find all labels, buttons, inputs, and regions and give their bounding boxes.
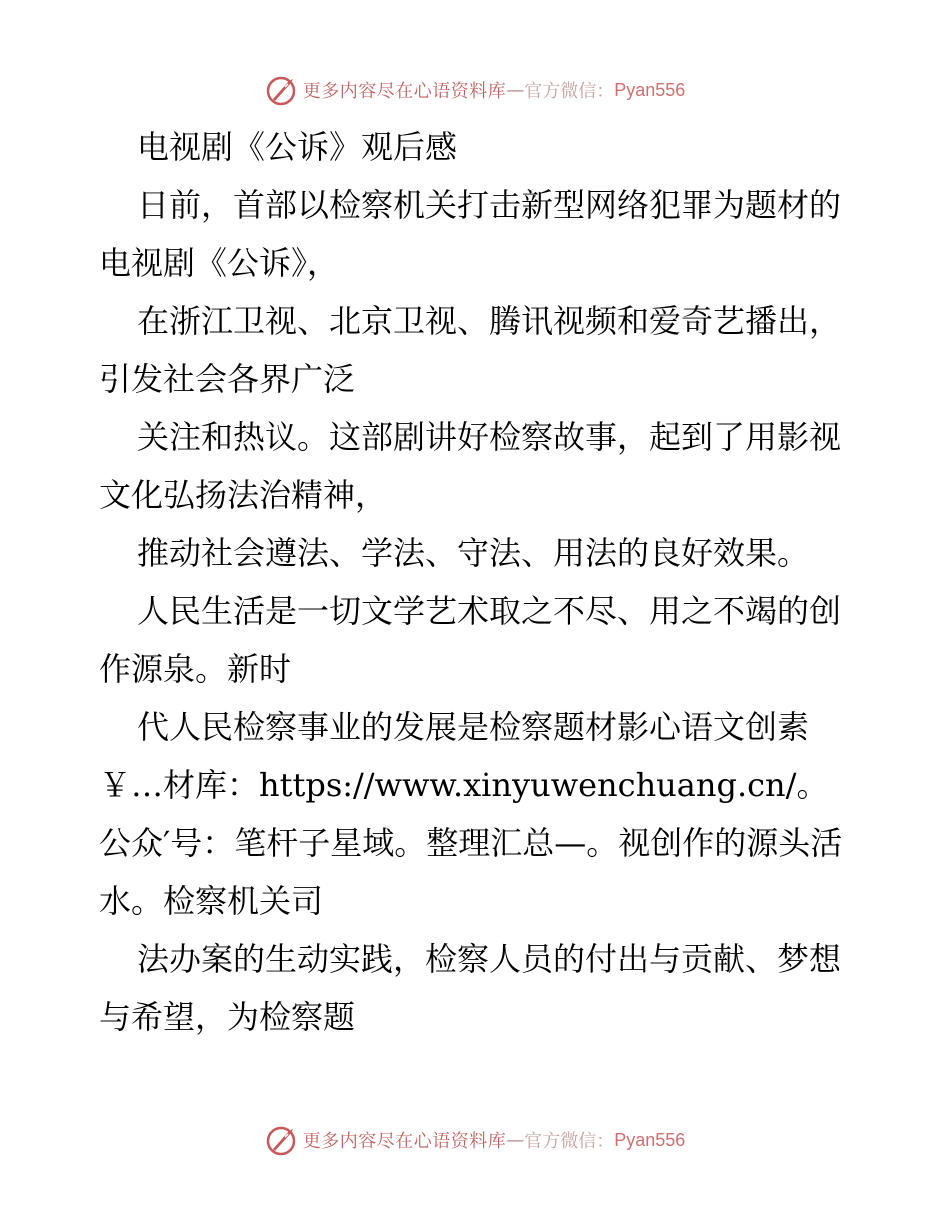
separator-dash: — [506, 79, 525, 101]
document-title: 电视剧《公诉》观后感 [137, 128, 458, 166]
separator-dash: — [506, 1129, 525, 1151]
wechat-id: Pyan556 [614, 79, 686, 100]
quill-pen-icon [265, 73, 299, 107]
paragraph: 代人民检察事业的发展是检察题材影心语文创素￥…材库：https://www.xinyuwenchuang.cn/。公众′号：笔杆子星域。整理汇总—。视创作的源头活水。检察机关司 [99, 708, 843, 920]
paragraph: 关注和热议。这部剧讲好检察故事，起到了用影视文化弘扬法治精神， [99, 418, 842, 514]
footer-watermark-banner [0, 1120, 950, 1160]
paragraph: 人民生活是一切文学艺术取之不尽、用之不竭的创作源泉。新时 [99, 592, 842, 688]
paragraph: 日前，首部以检察机关打击新型网络犯罪为题材的电视剧《公诉》， [99, 186, 842, 282]
paragraph: 法办案的生动实践，检察人员的付出与贡献、梦想与希望，为检察题 [99, 940, 842, 1036]
wechat-label: 官方微信： [524, 1131, 615, 1152]
promo-text: 更多内容尽在心语资料库 [302, 81, 507, 102]
promo-text: 更多内容尽在心语资料库 [302, 1131, 507, 1152]
wechat-label: 官方微信： [524, 81, 615, 102]
paragraph: 推动社会遵法、学法、守法、用法的良好效果。 [137, 534, 810, 572]
header-watermark-banner [0, 70, 950, 110]
document-body [99, 118, 859, 1046]
paragraph: 在浙江卫视、北京卫视、腾讯视频和爱奇艺播出，引发社会各界广泛 [99, 302, 842, 398]
quill-pen-icon [265, 1123, 299, 1157]
wechat-id: Pyan556 [614, 1129, 686, 1150]
